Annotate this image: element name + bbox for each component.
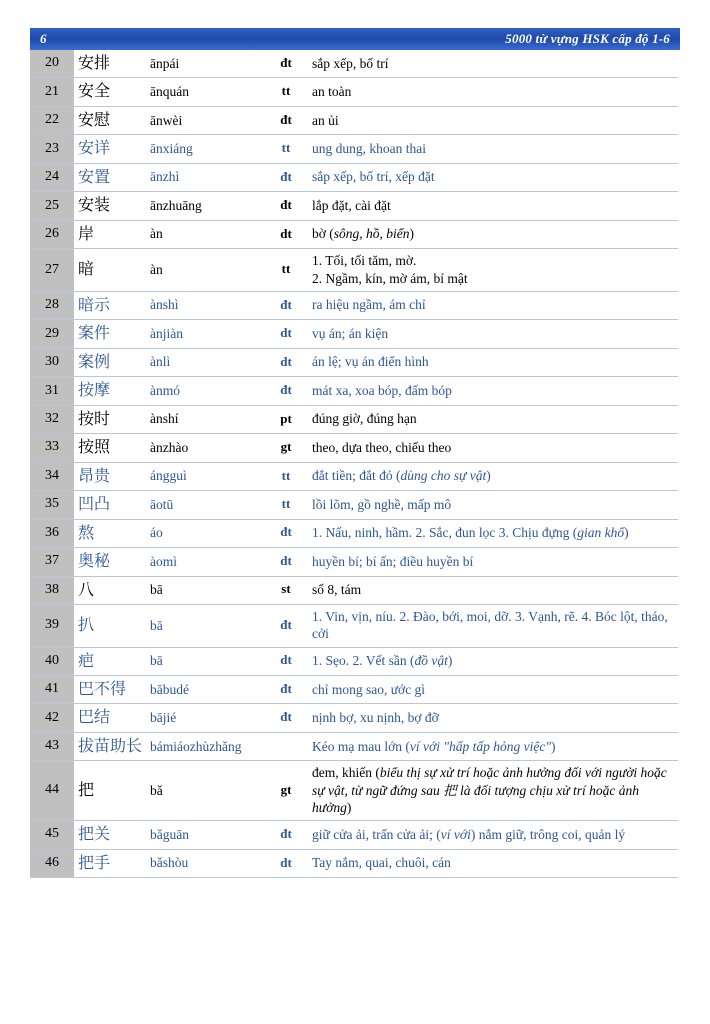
table-row [30,647,678,675]
meaning-cell: 1. Tối, tối tăm, mờ. 2. Ngầm, kín, mờ ám, bí mật [308,249,678,292]
table-row [30,78,678,106]
hanzi-cell: 把关 [74,821,146,849]
meaning-cell: ung dung, khoan thai [308,135,678,163]
pinyin-cell: ānwèi [146,106,264,134]
row-index: 34 [30,462,74,490]
part-of-speech-cell: đt [264,106,308,134]
part-of-speech-cell: dt [264,548,308,576]
part-of-speech-cell: dt [264,348,308,376]
meaning-cell: bờ (sông, hồ, biển) [308,220,678,248]
pinyin-cell: ānquán [146,78,264,106]
pinyin-cell: ànshí [146,405,264,433]
row-index: 40 [30,647,74,675]
pinyin-cell: ànzhào [146,434,264,462]
hanzi-cell: 暗 [74,249,146,292]
hanzi-cell: 凹凸 [74,491,146,519]
part-of-speech-cell: tt [264,78,308,106]
hanzi-cell: 巴不得 [74,675,146,703]
table-row [30,192,678,220]
table-row [30,377,678,405]
hanzi-cell: 岸 [74,220,146,248]
meaning-cell: ra hiệu ngầm, ám chỉ [308,291,678,319]
hanzi-cell: 巴结 [74,704,146,732]
part-of-speech-cell: tt [264,491,308,519]
meaning-cell: giữ cửa ải, trấn cửa ải; (ví với) nắm giữ, trông coi, quản lý [308,821,678,849]
meaning-cell: vụ án; án kiện [308,320,678,348]
page-number: 6 [40,31,47,46]
part-of-speech-cell: dt [264,849,308,877]
meaning-cell: theo, dựa theo, chiếu theo [308,434,678,462]
pinyin-cell: bǎguān [146,821,264,849]
table-row [30,576,678,604]
table-row [30,220,678,248]
part-of-speech-cell: tt [264,462,308,490]
pinyin-cell: ānxiáng [146,135,264,163]
part-of-speech-cell: đt [264,377,308,405]
pinyin-cell: àomì [146,548,264,576]
vocabulary-table [30,50,678,878]
table-row [30,675,678,703]
row-index: 35 [30,491,74,519]
meaning-cell: an ủi [308,106,678,134]
pinyin-cell: àn [146,220,264,248]
row-index: 41 [30,675,74,703]
row-index: 29 [30,320,74,348]
hanzi-cell: 安慰 [74,106,146,134]
part-of-speech-cell: dt [264,220,308,248]
meaning-cell: Tay nắm, quai, chuôi, cán [308,849,678,877]
hanzi-cell: 安置 [74,163,146,191]
row-index: 43 [30,732,74,760]
meaning-cell: sắp xếp, bố trí [308,50,678,78]
pinyin-cell: àn [146,249,264,292]
table-row [30,548,678,576]
part-of-speech-cell: đt [264,821,308,849]
pinyin-cell: bǎshòu [146,849,264,877]
meaning-cell: an toàn [308,78,678,106]
pinyin-cell: bābudé [146,675,264,703]
table-row [30,50,678,78]
row-index: 36 [30,519,74,547]
meaning-cell: lồi lõm, gồ nghề, mấp mô [308,491,678,519]
part-of-speech-cell: đt [264,192,308,220]
meaning-cell: số 8, tám [308,576,678,604]
row-index: 26 [30,220,74,248]
part-of-speech-cell: gt [264,434,308,462]
part-of-speech-cell: đt [264,519,308,547]
table-row [30,519,678,547]
table-row [30,491,678,519]
table-row [30,135,678,163]
table-row [30,291,678,319]
table-row [30,434,678,462]
part-of-speech-cell [264,732,308,760]
part-of-speech-cell: tt [264,249,308,292]
meaning-cell: mát xa, xoa bóp, đấm bóp [308,377,678,405]
row-index: 20 [30,50,74,78]
hanzi-cell: 把手 [74,849,146,877]
pinyin-cell: āotū [146,491,264,519]
hanzi-cell: 按时 [74,405,146,433]
part-of-speech-cell: st [264,576,308,604]
pinyin-cell: ànjiàn [146,320,264,348]
row-index: 27 [30,249,74,292]
table-row [30,462,678,490]
pinyin-cell: bā [146,604,264,647]
table-row [30,106,678,134]
table-row [30,348,678,376]
part-of-speech-cell: gt [264,761,308,821]
row-index: 39 [30,604,74,647]
hanzi-cell: 安排 [74,50,146,78]
pinyin-cell: ānzhuāng [146,192,264,220]
book-title: 5000 từ vựng HSK cấp độ 1-6 [505,31,670,46]
pinyin-cell: ángguì [146,462,264,490]
table-row [30,604,678,647]
table-row [30,849,678,877]
part-of-speech-cell: đt [264,50,308,78]
row-index: 44 [30,761,74,821]
row-index: 30 [30,348,74,376]
pinyin-cell: ānzhì [146,163,264,191]
hanzi-cell: 安全 [74,78,146,106]
meaning-cell: sắp xếp, bố trí, xếp đặt [308,163,678,191]
row-index: 21 [30,78,74,106]
part-of-speech-cell: đt [264,291,308,319]
page-header [30,28,680,50]
pinyin-cell: bājié [146,704,264,732]
hanzi-cell: 昂贵 [74,462,146,490]
row-index: 46 [30,849,74,877]
row-index: 28 [30,291,74,319]
hanzi-cell: 按照 [74,434,146,462]
pinyin-cell: ànshì [146,291,264,319]
pinyin-cell: bā [146,647,264,675]
pinyin-cell: ànlì [146,348,264,376]
hanzi-cell: 熬 [74,519,146,547]
hanzi-cell: 疤 [74,647,146,675]
pinyin-cell: áo [146,519,264,547]
part-of-speech-cell: pt [264,405,308,433]
pinyin-cell: ānpái [146,50,264,78]
part-of-speech-cell: tt [264,135,308,163]
hanzi-cell: 暗示 [74,291,146,319]
row-index: 38 [30,576,74,604]
meaning-cell: 1. Nấu, ninh, hầm. 2. Sắc, đun lọc 3. Chịu đựng (gian khổ) [308,519,678,547]
table-row [30,732,678,760]
meaning-cell: Kéo mạ mau lớn (ví với "hấp tấp hỏng việc") [308,732,678,760]
table-row [30,761,678,821]
row-index: 22 [30,106,74,134]
meaning-cell: chỉ mong sao, ước gì [308,675,678,703]
hanzi-cell: 安装 [74,192,146,220]
pinyin-cell: bǎ [146,761,264,821]
table-row [30,704,678,732]
pinyin-cell: bā [146,576,264,604]
hanzi-cell: 扒 [74,604,146,647]
row-index: 33 [30,434,74,462]
row-index: 45 [30,821,74,849]
meaning-cell: 1. Sẹo. 2. Vết sần (đồ vật) [308,647,678,675]
table-row [30,163,678,191]
row-index: 31 [30,377,74,405]
part-of-speech-cell: đt [264,604,308,647]
table-row [30,320,678,348]
hanzi-cell: 奥秘 [74,548,146,576]
part-of-speech-cell: đt [264,163,308,191]
pinyin-cell: bámiáozhùzhǎng [146,732,264,760]
hanzi-cell: 八 [74,576,146,604]
hanzi-cell: 拔苗助长 [74,732,146,760]
hanzi-cell: 案件 [74,320,146,348]
part-of-speech-cell: đt [264,704,308,732]
meaning-cell: nịnh bợ, xu nịnh, bợ đỡ [308,704,678,732]
meaning-cell: lắp đặt, cài đặt [308,192,678,220]
table-row [30,821,678,849]
row-index: 32 [30,405,74,433]
meaning-cell: đắt tiền; đắt đỏ (dùng cho sự vật) [308,462,678,490]
hanzi-cell: 按摩 [74,377,146,405]
pinyin-cell: ànmó [146,377,264,405]
meaning-cell: 1. Vin, vịn, níu. 2. Đào, bới, moi, dỡ. 3. Vạnh, rẽ. 4. Bóc lột, tháo, cởi [308,604,678,647]
meaning-cell: đem, khiến (biểu thị sự xử trí hoặc ảnh hưởng đối với người hoặc sự vật, từ ngữ đứng sau 把 là đối tượng chịu xử trí hoặc ảnh hưởng) [308,761,678,821]
row-index: 37 [30,548,74,576]
meaning-cell: huyền bí; bí ấn; điều huyền bí [308,548,678,576]
part-of-speech-cell: dt [264,647,308,675]
meaning-cell: án lệ; vụ án điển hình [308,348,678,376]
row-index: 25 [30,192,74,220]
hanzi-cell: 把 [74,761,146,821]
part-of-speech-cell: dt [264,320,308,348]
row-index: 42 [30,704,74,732]
hanzi-cell: 案例 [74,348,146,376]
row-index: 23 [30,135,74,163]
part-of-speech-cell: đt [264,675,308,703]
table-row [30,249,678,292]
table-row [30,405,678,433]
hanzi-cell: 安详 [74,135,146,163]
row-index: 24 [30,163,74,191]
meaning-cell: đúng giờ, đúng hạn [308,405,678,433]
